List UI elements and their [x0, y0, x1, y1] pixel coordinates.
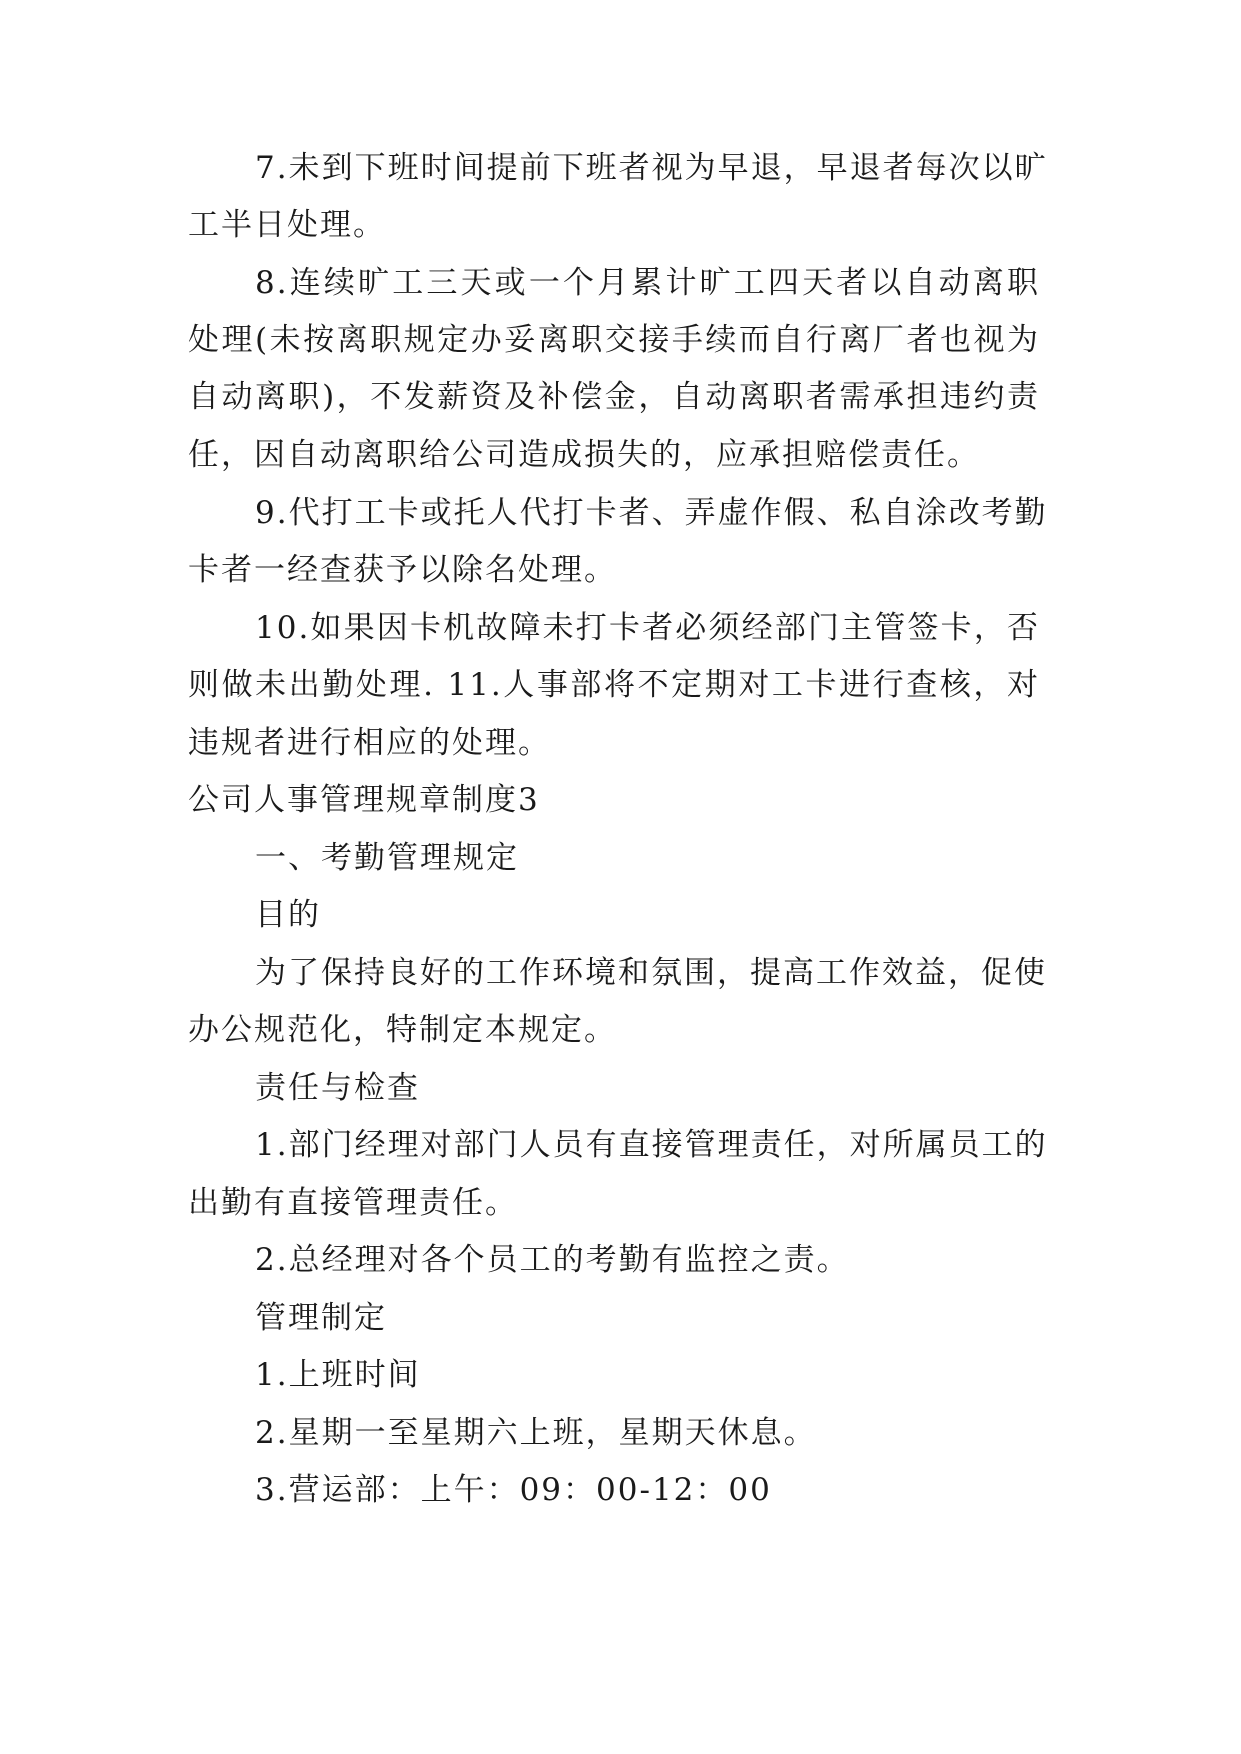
text-line: 7.未到下班时间提前下班者视为早退，早退者每次以旷: [255, 150, 1048, 186]
text-line: 卡者一经查获予以除名处理。: [188, 552, 617, 588]
subsection-heading: 责任与检查: [255, 1070, 420, 1106]
text-line: 2.总经理对各个员工的考勤有监控之责。: [255, 1242, 850, 1278]
section-heading: 公司人事管理规章制度3: [188, 782, 540, 818]
text-line: 1.上班时间: [255, 1357, 421, 1393]
subsection-heading: 管理制定: [255, 1300, 387, 1336]
text-line: 任，因自动离职给公司造成损失的，应承担赔偿责任。: [188, 437, 980, 473]
text-line: 8.连续旷工三天或一个月累计旷工四天者以自动离职: [255, 265, 1040, 301]
text-line: 自动离职)，不发薪资及补偿金，自动离职者需承担违约责: [188, 379, 1040, 415]
text-line: 处理(未按离职规定办妥离职交接手续而自行离厂者也视为: [188, 322, 1040, 358]
text-line: 2.星期一至星期六上班，星期天休息。: [255, 1415, 817, 1451]
text-line: 1.部门经理对部门人员有直接管理责任，对所属员工的: [255, 1127, 1048, 1163]
text-line: 则做未出勤处理. 11.人事部将不定期对工卡进行查核，对: [188, 667, 1040, 703]
text-line: 3.营运部：上午：09：00-12：00: [255, 1472, 772, 1508]
text-line: 10.如果因卡机故障未打卡者必须经部门主管签卡，否: [255, 610, 1040, 646]
text-line: 为了保持良好的工作环境和氛围，提高工作效益，促使: [255, 955, 1047, 991]
text-line: 9.代打工卡或托人代打卡者、弄虚作假、私自涂改考勤: [255, 495, 1048, 531]
subsection-heading: 一、考勤管理规定: [255, 840, 519, 876]
text-line: 办公规范化，特制定本规定。: [188, 1012, 617, 1048]
text-line: 出勤有直接管理责任。: [188, 1185, 518, 1221]
text-line: 违规者进行相应的处理。: [188, 725, 551, 761]
text-line: 工半日处理。: [188, 207, 386, 243]
subsection-heading: 目的: [255, 897, 321, 933]
